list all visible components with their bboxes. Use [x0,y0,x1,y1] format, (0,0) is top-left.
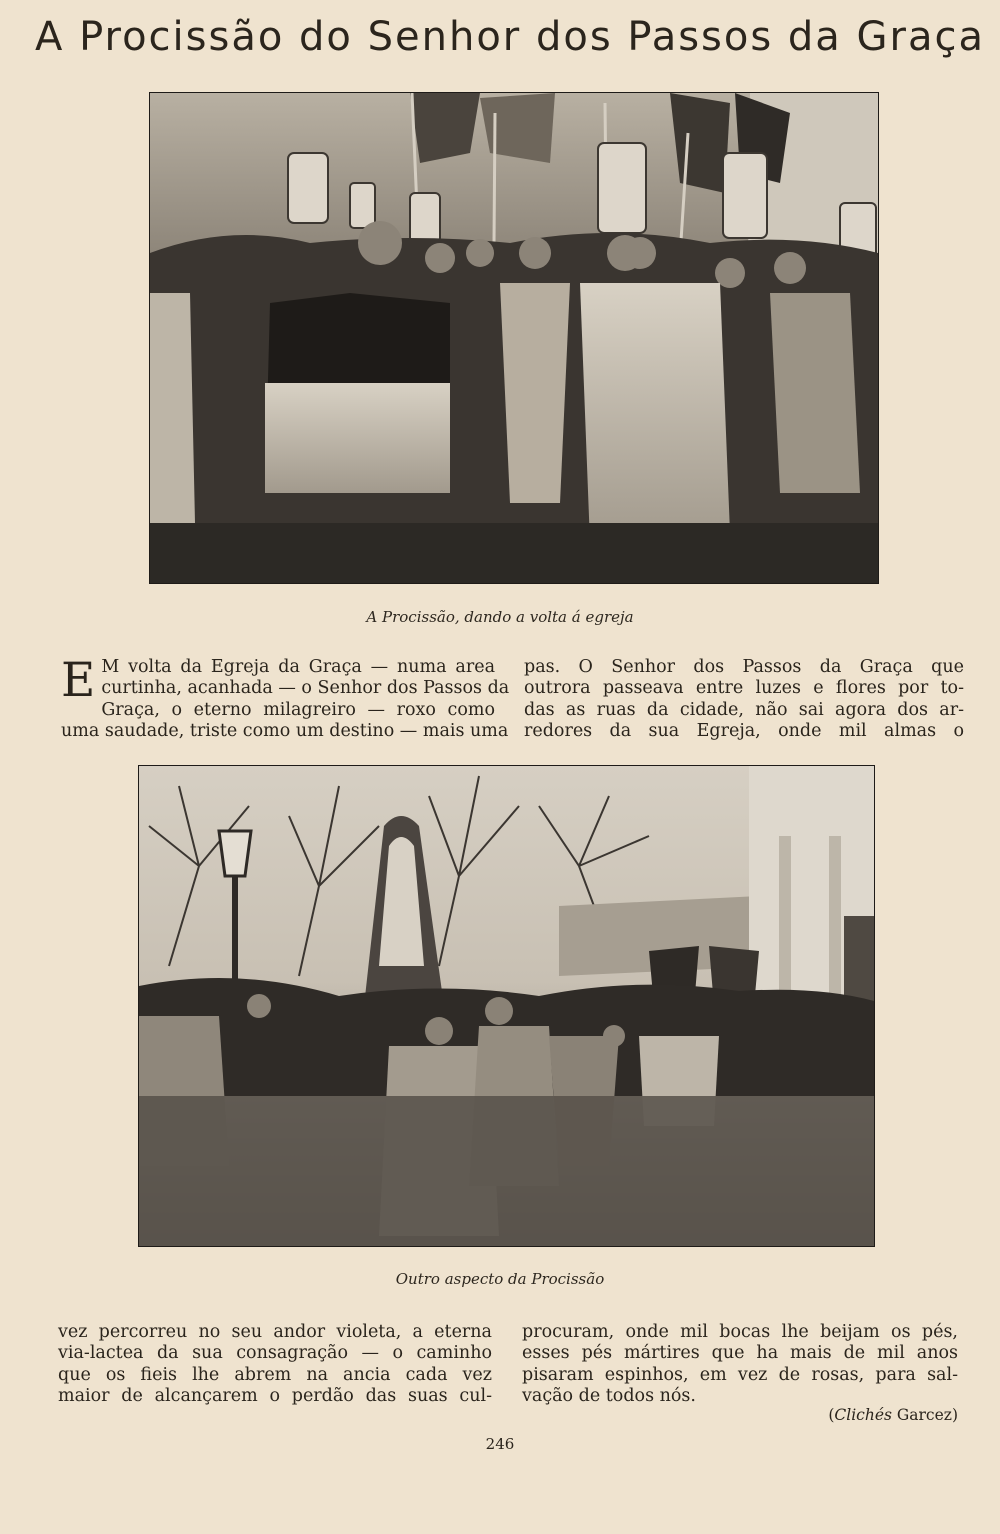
text-top-left-column [61,653,510,742]
text-line: que os fieis lhe abrem na ancia cada vez [58,1364,492,1385]
text-line: uma saudade, triste como um destino — mais uma [61,720,509,741]
credit-open: ( [828,1406,835,1424]
procession-photo-1-image [150,93,878,583]
text-bottom-left-column [58,1322,492,1407]
text-line: M volta da Egreja da Graça — numa area [101,657,495,677]
drop-cap: E [61,653,96,708]
text-line: procuram, onde mil bocas lhe beijam os pés, [522,1322,958,1342]
credit-name: Garcez) [891,1406,958,1424]
text-line: pisaram espinhos, em vez de rosas, para sal- [522,1364,958,1385]
text-bottom-right-column [522,1322,958,1407]
text-line: outrora passeava entre luzes e flores por to- [524,678,964,699]
text-top-right-column [524,657,964,742]
text-line: vação de todos nós. [522,1385,696,1406]
procession-photo-1 [149,92,879,584]
text-line: maior de alcançarem o perdão das suas cul- [58,1385,492,1406]
procession-photo-2-image [139,766,874,1246]
text-line: via-lactea da sua consagração — o caminho [58,1343,492,1364]
text-line: redores da sua Egreja, onde mil almas o [524,720,964,741]
text-line: curtinha, acanhada — o Senhor dos Passos da [101,678,510,699]
photo-credit [828,1406,958,1424]
page-number: 246 [485,1435,515,1453]
text-line: Graça, o eterno milagreiro — roxo como [101,699,495,720]
photo-1-caption: A Procissão, dando a volta á egreja [366,608,634,626]
photo-2-caption: Outro aspecto da Procissão [395,1270,605,1288]
text-line: das as ruas da cidade, não sai agora dos ar- [524,699,964,720]
text-line: pas. O Senhor dos Passos da Graça que [524,657,964,677]
text-line: esses pés mártires que ha mais de mil anos [522,1343,958,1364]
page-title: A Procissão do Senhor dos Passos da Graça [35,14,985,60]
text-line: vez percorreu no seu andor violeta, a eterna [58,1322,492,1342]
credit-cliches: Clichés [834,1406,892,1424]
procession-photo-2 [138,765,875,1247]
